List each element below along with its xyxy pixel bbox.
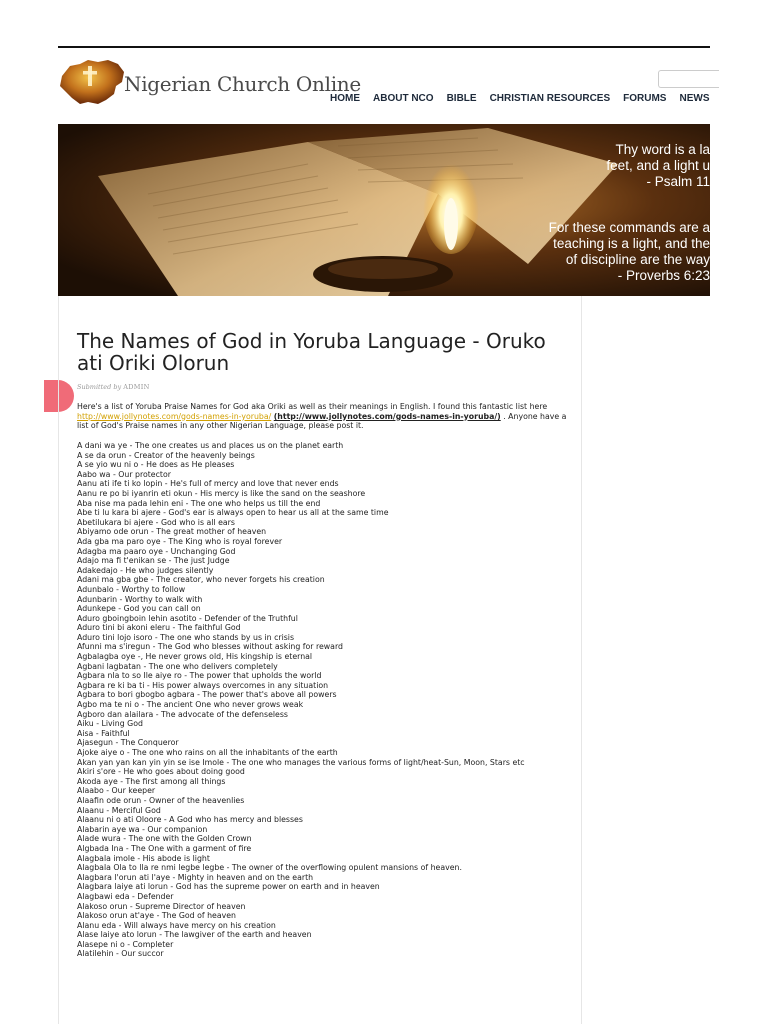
list-item: Akan yan yan kan yin yin se ise Imole - The one who manages the various forms of light/heat-Sun, Moon, Stars etc xyxy=(77,757,525,767)
list-item: Alatilehin - Our succor xyxy=(77,949,164,959)
list-item: Adagba ma paaro oye - Unchanging God xyxy=(77,546,236,556)
list-item: A se da orun - Creator of the heavenly beings xyxy=(77,450,255,460)
quote-line: of discipline are the way xyxy=(565,252,710,267)
search-input[interactable] xyxy=(658,70,719,88)
list-item: Aduro gboingboin lehin asotito - Defender of the Truthful xyxy=(77,613,298,623)
submitted-prefix: Submitted by xyxy=(77,383,122,391)
nigeria-map-logo-icon[interactable] xyxy=(58,58,126,108)
proverbs-quote xyxy=(549,220,710,284)
list-item: Aduro tini bi akoni eleru - The faithful God xyxy=(77,623,241,633)
list-item: Abiyamo ode orun - The great mother of heaven xyxy=(77,527,267,537)
list-item: Alakoso orun - Supreme Director of heaven xyxy=(77,901,246,911)
list-item: Akoda aye - The first among all things xyxy=(77,776,226,786)
article-intro xyxy=(77,402,567,431)
list-item: Agbara nla to so Ile aiye ro - The power that upholds the world xyxy=(77,671,322,681)
list-item: Aanu ati ife ti ko lopin - He's full of mercy and love that never ends xyxy=(77,479,339,489)
nav-bible[interactable]: BIBLE xyxy=(446,93,477,104)
list-item: Aabo wa - Our protector xyxy=(77,469,171,479)
quote-line: teaching is a light, and the xyxy=(553,236,710,251)
list-item: Alabarin aye wa - Our companion xyxy=(77,824,208,834)
list-item: Agbara to bori gbogbo agbara - The power that's above all powers xyxy=(77,690,337,700)
list-item: Agbalagba oye -, He never grows old, His kingship is eternal xyxy=(77,652,313,662)
list-item: Alaafin ode orun - Owner of the heavenlies xyxy=(77,795,245,805)
list-item: Alaabo - Our keeper xyxy=(77,786,156,796)
list-item: Agbani lagbatan - The one who delivers completely xyxy=(77,661,278,671)
list-item: Aisa - Faithful xyxy=(77,728,130,738)
list-item: Alanu eda - Will always have mercy on his creation xyxy=(77,920,276,930)
list-item: Abetilukara bi ajere - God who is all ears xyxy=(77,517,235,527)
article xyxy=(58,296,582,1024)
list-item: Adunbarin - Worthy to walk with xyxy=(77,594,203,604)
quote-line: - Psalm 11 xyxy=(646,174,710,189)
list-item: Agboro dan alailara - The advocate of the defenseless xyxy=(77,709,288,719)
list-item: Alase laiye ato lorun - The lawgiver of the earth and heaven xyxy=(77,930,312,940)
site-header xyxy=(58,56,710,116)
nav-forums[interactable]: FORUMS xyxy=(623,93,667,104)
list-item: Algbada Ina - The One with a garment of fire xyxy=(77,843,252,853)
list-item: Ada gba ma paro oye - The King who is royal forever xyxy=(77,536,283,546)
list-item: Agbo ma te ni o - The ancient One who never grows weak xyxy=(77,700,304,710)
nav-about[interactable]: ABOUT NCO xyxy=(373,93,434,104)
list-item: Aiku - Living God xyxy=(77,719,143,729)
nav-news[interactable]: NEWS xyxy=(679,93,710,104)
article-title: The Names of God in Yoruba Language - Oruko ati Oriki Olorun xyxy=(77,329,546,375)
list-item: Alade wura - The one with the Golden Crown xyxy=(77,834,252,844)
source-link[interactable]: http://www.jollynotes.com/gods-names-in-yoruba/ xyxy=(77,411,272,421)
quote-line: Thy word is a la xyxy=(615,142,710,157)
intro-text: Here's a list of Yoruba Praise Names for God aka Oriki as well as their meanings in English. I found this fantastic list here xyxy=(77,402,548,411)
list-item: Alaanu ni o ati Oloore - A God who has mercy and blesses xyxy=(77,815,303,825)
list-item: A dani wa ye - The one creates us and places us on the planet earth xyxy=(77,441,344,450)
list-item: Alaanu - Merciful God xyxy=(77,805,161,815)
quote-line: - Proverbs 6:23 xyxy=(617,268,710,283)
list-item: Aba nise ma pada lehin eni - The one who helps us till the end xyxy=(77,498,321,508)
list-item: Ajoke aiye o - The one who rains on all the inhabitants of the earth xyxy=(77,748,338,757)
list-item: Alasepe ni o - Completer xyxy=(77,939,174,949)
list-item: Alagbara laiye ati lorun - God has the supreme power on earth and in heaven xyxy=(77,882,380,892)
list-item: Ajasegun - The Conqueror xyxy=(77,738,179,748)
nav-christian-resources[interactable]: CHRISTIAN RESOURCES xyxy=(489,93,611,104)
list-item: Aanu re po bi iyanrin eti okun - His mercy is like the sand on the seashore xyxy=(77,488,366,498)
intro-text-end: . Anyone have a list of God's Praise names in any other Nigerian Language, please post it. xyxy=(77,411,567,431)
quote-line: For these commands are a xyxy=(548,220,710,235)
source-link-full[interactable]: (http://www.jollynotes.com/gods-names-in-yoruba/) xyxy=(273,411,501,421)
hero-banner xyxy=(58,124,710,296)
main-nav xyxy=(330,93,722,104)
submitted-by xyxy=(77,383,150,391)
list-item: Agbara re ki ba ti - His power always overcomes in any situation xyxy=(77,680,329,690)
list-item: A se yio wu ni o - He does as He pleases xyxy=(77,460,235,470)
psalm-quote xyxy=(606,142,710,190)
quote-line: feet, and a light u xyxy=(606,158,710,173)
list-item: Adani ma gba gbe - The creator, who never forgets his creation xyxy=(77,575,325,585)
list-item: Afunni ma s'iregun - The God who blesses without asking for reward xyxy=(77,642,343,652)
list-item: Adunbalo - Worthy to follow xyxy=(77,584,186,594)
list-item: Abe ti lu kara bi ajere - God's ear is always open to hear us all at the same time xyxy=(77,508,389,518)
list-item: Akiri s'ore - He who goes about doing good xyxy=(77,767,245,777)
list-item: Alagbawi eda - Defender xyxy=(77,891,174,901)
top-rule xyxy=(58,46,710,48)
nav-home[interactable]: HOME xyxy=(330,93,360,104)
site-name[interactable]: Nigerian Church Online xyxy=(124,72,361,96)
list-item: Adajo ma fi t'enikan se - The just Judge xyxy=(77,556,230,566)
list-item: Alagbala Ola to lla re nmi legbe legbe - The owner of the overflowing opulent mansions of heaven. xyxy=(77,863,462,873)
list-item: Aduro tini lojo isoro - The one who stands by us in crisis xyxy=(77,632,295,642)
list-item: Adakedajo - He who judges silently xyxy=(77,565,214,575)
list-item: Alagbara l'orun ati l'aye - Mighty in heaven and on the earth xyxy=(77,872,314,882)
author-link[interactable]: ADMIN xyxy=(123,383,150,391)
list-item: Adunkepe - God you can call on xyxy=(77,604,201,614)
names-list xyxy=(77,441,572,959)
list-item: Alagbala imole - His abode is light xyxy=(77,853,210,863)
list-item: Alakoso orun at'aye - The God of heaven xyxy=(77,911,236,921)
